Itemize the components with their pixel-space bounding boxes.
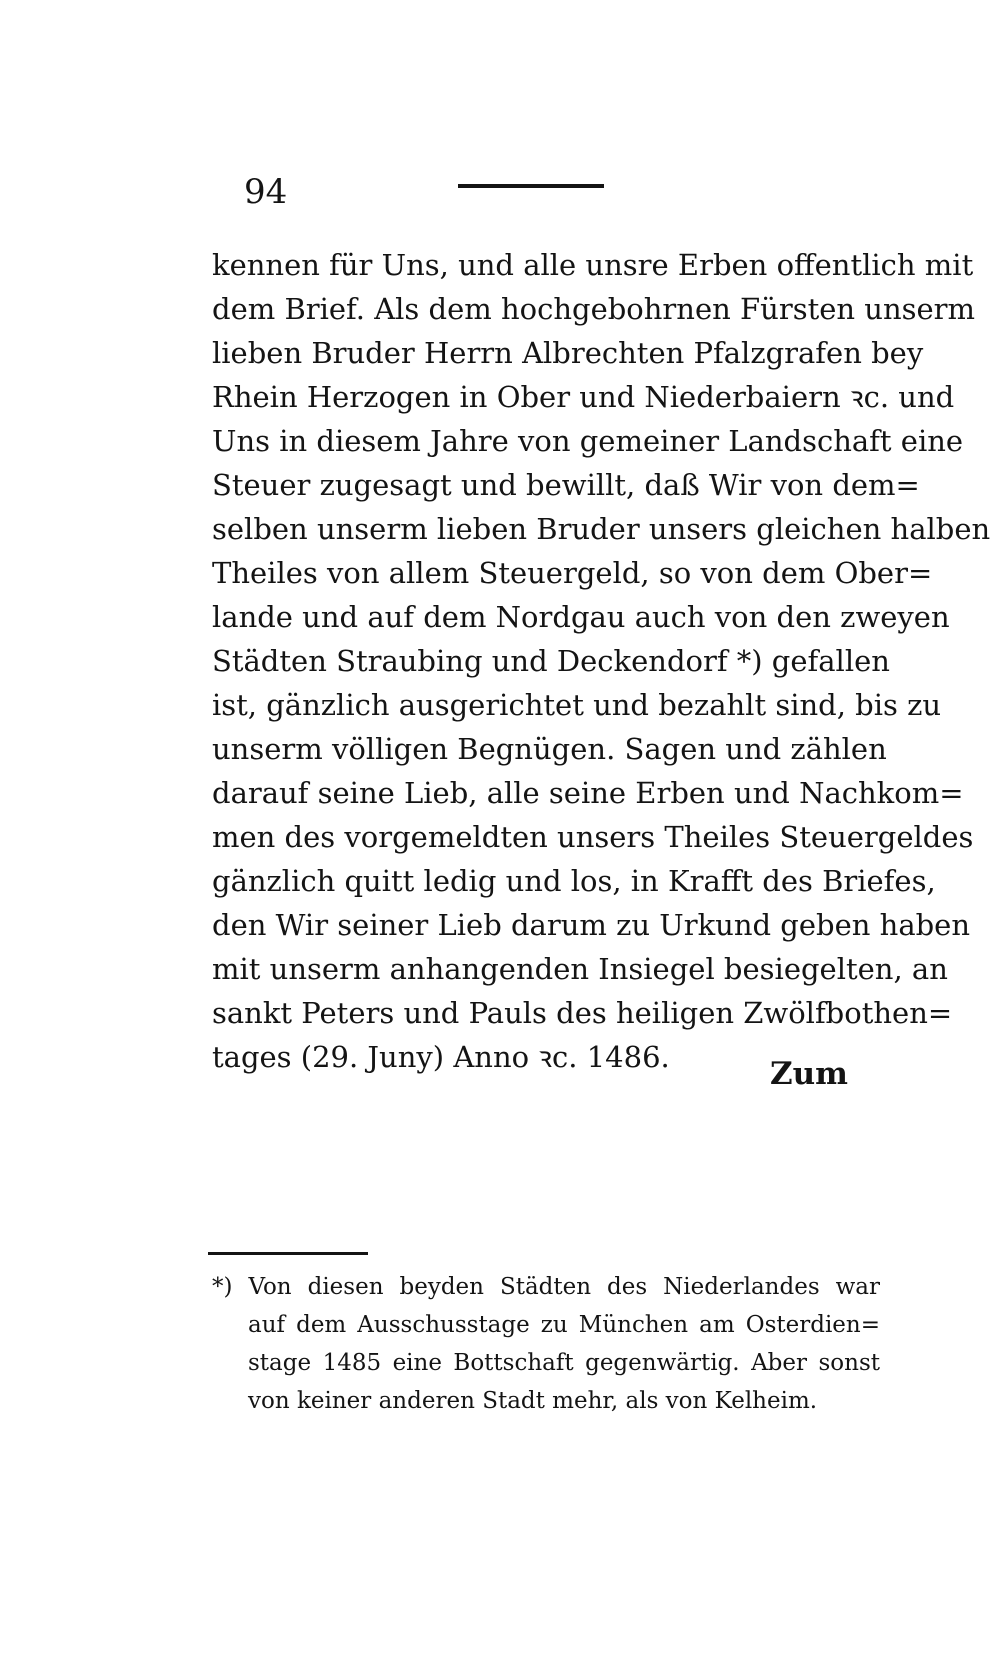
body-line: Uns in diesem Jahre von gemeiner Landschaft eine: [212, 424, 964, 458]
body-text: [212, 243, 991, 1079]
footnote-line: *) Von diesen beyden Städten des Niederlandes war: [212, 1274, 880, 1300]
body-line: selben unserm lieben Bruder unsers gleichen halben: [212, 512, 991, 546]
footnote-line: von keiner anderen Stadt mehr, als von Kelheim.: [248, 1388, 818, 1414]
footnote: [212, 1268, 880, 1420]
body-line: Steuer zugesagt und bewillt, daß Wir von dem=: [212, 468, 920, 502]
header-rule: [458, 184, 604, 188]
body-line: dem Brief. Als dem hochgebohrnen Fürsten unserm: [212, 292, 976, 326]
body-line: darauf seine Lieb, alle seine Erben und Nachkom=: [212, 776, 964, 810]
body-line: Städten Straubing und Deckendorf *) gefallen: [212, 644, 890, 678]
body-line: ist, gänzlich ausgerichtet und bezahlt sind, bis zu: [212, 688, 942, 722]
footnote-line: stage 1485 eine Bottschaft gegenwärtig. Aber sonst: [248, 1350, 880, 1376]
body-line: sankt Peters und Pauls des heiligen Zwölfbothen=: [212, 996, 953, 1030]
body-line: men des vorgemeldten unsers Theiles Steuergeldes: [212, 820, 974, 854]
catchword: Zum: [770, 1056, 848, 1092]
body-line: tages (29. Juny) Anno ꝛc. 1486.: [212, 1040, 670, 1074]
footnote-line: auf dem Ausschusstage zu München am Osterdien=: [248, 1312, 880, 1338]
page-number: 94: [244, 172, 288, 212]
body-line: lieben Bruder Herrn Albrechten Pfalzgrafen bey: [212, 336, 924, 370]
body-line: kennen für Uns, und alle unsre Erben offentlich mit: [212, 248, 974, 282]
footnote-rule: [208, 1252, 368, 1255]
body-line: lande und auf dem Nordgau auch von den zweyen: [212, 600, 950, 634]
body-line: Theiles von allem Steuergeld, so von dem Ober=: [212, 556, 933, 590]
body-line: unserm völligen Begnügen. Sagen und zählen: [212, 732, 887, 766]
body-line: mit unserm anhangenden Insiegel besiegelten, an: [212, 952, 948, 986]
body-line: den Wir seiner Lieb darum zu Urkund geben haben: [212, 908, 971, 942]
body-line: gänzlich quitt ledig und los, in Krafft des Briefes,: [212, 864, 936, 898]
body-line: Rhein Herzogen in Ober und Niederbaiern ꝛc. und: [212, 380, 955, 414]
